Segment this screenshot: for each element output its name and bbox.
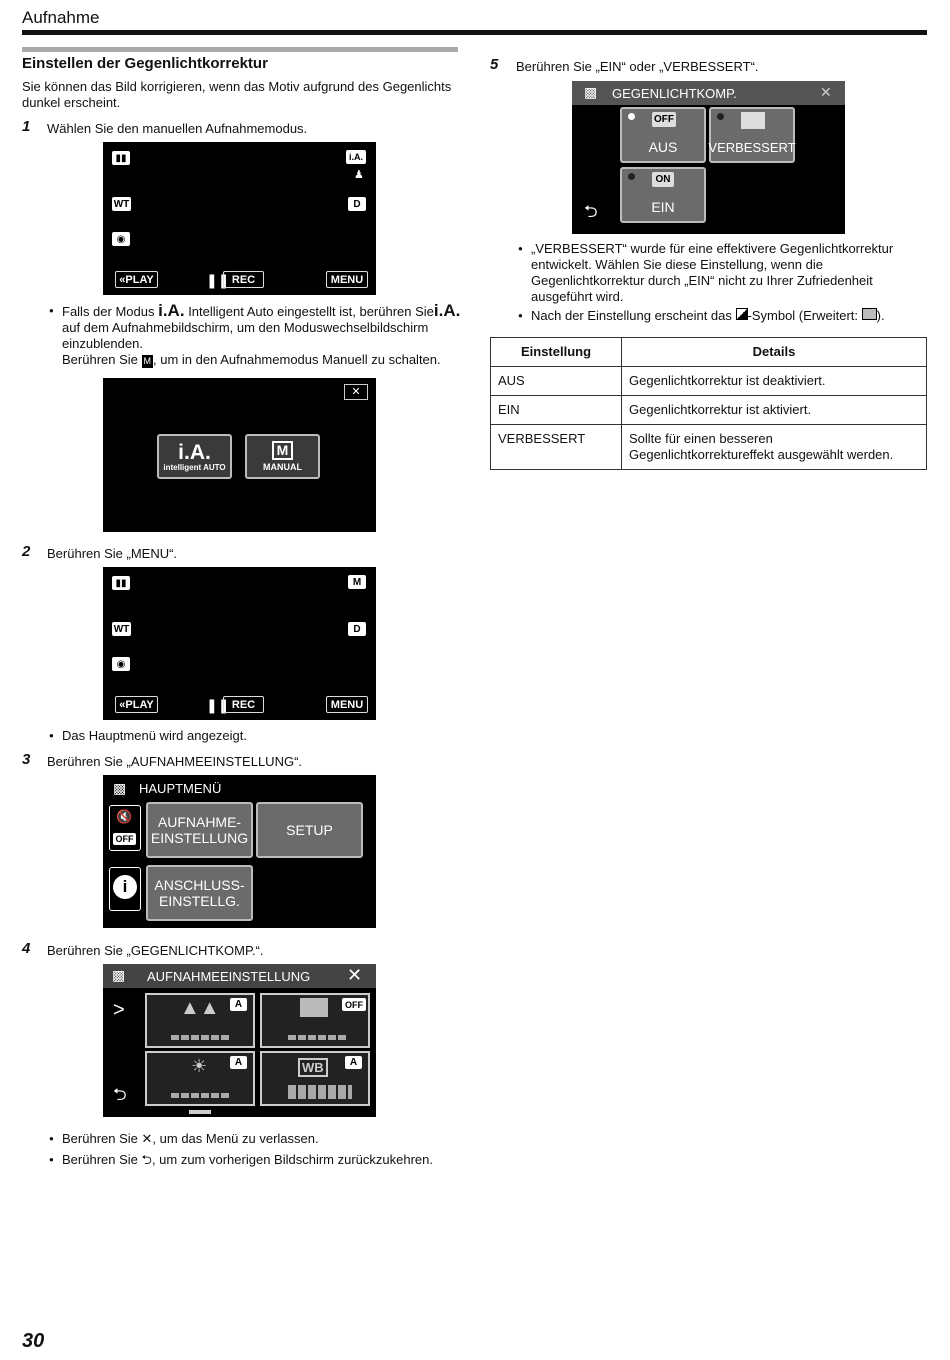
section-intro: Sie können das Bild korrigieren, wenn das Motiv aufgrund des Gegenlichts dunkel erscheint. bbox=[22, 79, 452, 110]
back-icon: ⮌ bbox=[141, 1152, 152, 1167]
video-camera-icon: ▩ bbox=[113, 780, 127, 796]
sun-icon: ☀ bbox=[191, 1056, 208, 1076]
step-number: 1 bbox=[22, 118, 31, 135]
play-button[interactable]: « PLAY bbox=[115, 271, 158, 288]
unselected-dot bbox=[717, 113, 724, 120]
zoom-wt-icon[interactable]: WT bbox=[113, 623, 130, 635]
off-icon: OFF bbox=[654, 114, 674, 125]
step5-bullet-symbol: ● Nach der Einstellung erscheint das -Symbol (Erweitert: ). bbox=[531, 308, 927, 324]
video-mode-icon[interactable]: ▮▮ bbox=[112, 151, 130, 165]
close-icon: ✕ bbox=[141, 1131, 153, 1146]
details-cell: Gegenlichtkorrektur ist aktiviert. bbox=[622, 396, 927, 425]
step5-bullet-verbessert: ● „VERBESSERT“ wurde für eine effektivere Gegenlichtkorrektur entwickelt. Wählen Sie diese Einstellung, wenn die Gegenlichtkorrektur durch „EIN“ nicht zu Ihrer Zufriedenheit ausgeführt wird. bbox=[531, 241, 927, 305]
column-header: Einstellung bbox=[491, 338, 622, 367]
display-d-icon[interactable]: D bbox=[348, 622, 366, 636]
pause-icon: ❚❚ bbox=[206, 272, 230, 288]
video-camera-icon: ▩ bbox=[584, 84, 598, 100]
backlight-title: GEGENLICHTKOMP. bbox=[612, 86, 737, 101]
step4-bullet-close: ● Berühren Sie ✕, um das Menü zu verlassen. bbox=[62, 1131, 319, 1147]
chapter-title: Aufnahme bbox=[22, 8, 100, 27]
back-icon[interactable]: ⮌ bbox=[113, 1085, 127, 1104]
aufnahmeeinstellung-button[interactable]: AUFNAHME- EINSTELLUNG bbox=[146, 802, 253, 858]
details-cell: Sollte für einen besseren Gegenlichtkorrektureffekt ausgewählt werden. bbox=[622, 425, 927, 470]
manual-mode-button[interactable]: M MANUAL bbox=[245, 434, 320, 479]
step-text: Berühren Sie „EIN“ oder „VERBESSERT“. bbox=[516, 59, 759, 74]
white-balance-tile[interactable] bbox=[260, 1051, 370, 1106]
option-ein-button[interactable]: ON EIN bbox=[620, 167, 706, 223]
off-badge: OFF bbox=[113, 833, 136, 845]
step-text: Berühren Sie „MENU“. bbox=[47, 546, 178, 561]
rewind-icon: « bbox=[119, 698, 126, 711]
step-number: 2 bbox=[22, 543, 31, 560]
table-row bbox=[491, 396, 927, 425]
mode-switch-screen bbox=[103, 378, 376, 532]
close-icon[interactable]: ✕ bbox=[820, 84, 832, 100]
step1-bullet: ● Falls der Modus i.A. Intelligent Auto eingestellt ist, berühren Siei.A. auf dem Aufnahmebildschirm, um den Moduswechselbildschirm einzublenden. Berühren Sie M , um in den Aufnahmemodus Manuell zu schalten. bbox=[62, 303, 462, 368]
wb-icon: WB bbox=[298, 1058, 328, 1077]
off-badge: OFF bbox=[342, 998, 366, 1011]
menu-button[interactable]: MENU bbox=[326, 271, 368, 288]
auto-badge: A bbox=[230, 998, 247, 1011]
on-icon: ON bbox=[652, 172, 674, 187]
settings-table bbox=[490, 337, 927, 470]
step-number: 5 bbox=[490, 56, 499, 73]
step-text: Berühren Sie „GEGENLICHTKOMP.“. bbox=[47, 943, 264, 958]
rec-button[interactable]: REC bbox=[223, 271, 264, 288]
ia-mode-symbol: i.A. bbox=[158, 301, 185, 320]
table-header-row bbox=[491, 338, 927, 367]
label-placeholder bbox=[171, 1035, 231, 1040]
step-number: 3 bbox=[22, 751, 31, 768]
backlight-comp-tile[interactable] bbox=[260, 993, 370, 1048]
scene-icon: ▲▲ bbox=[180, 997, 220, 1019]
enhanced-symbol-icon bbox=[862, 308, 877, 320]
camera-icon[interactable]: ◉ bbox=[112, 232, 130, 246]
figure-icon: ♟ bbox=[354, 169, 364, 181]
unselected-dot bbox=[628, 173, 635, 180]
step4-bullet-back: ● Berühren Sie ⮌, um zum vorherigen Bildschirm zurückzukehren. bbox=[62, 1152, 433, 1168]
page-indicator bbox=[189, 1110, 211, 1114]
info-icon: i bbox=[113, 875, 137, 899]
back-icon[interactable]: ⮌ bbox=[584, 202, 598, 221]
close-icon[interactable]: ✕ bbox=[344, 384, 368, 400]
section-rule bbox=[22, 47, 458, 52]
camera-screen-manual bbox=[103, 567, 376, 720]
label-placeholder bbox=[288, 1085, 352, 1099]
option-aus-button[interactable]: OFF AUS bbox=[620, 107, 706, 163]
manual-mode-icon[interactable]: M bbox=[348, 575, 366, 589]
info-button[interactable] bbox=[109, 867, 141, 911]
label-placeholder bbox=[288, 1035, 348, 1040]
auto-badge: A bbox=[230, 1056, 247, 1069]
menu-button[interactable]: MENU bbox=[326, 696, 368, 713]
rewind-icon: « bbox=[119, 273, 126, 286]
recording-settings-screen bbox=[103, 964, 376, 1117]
camera-screen-ia bbox=[103, 142, 376, 295]
setting-cell: AUS bbox=[491, 367, 622, 396]
main-menu-title: HAUPTMENÜ bbox=[139, 781, 222, 796]
display-d-icon[interactable]: D bbox=[348, 197, 366, 211]
main-menu-screen bbox=[103, 775, 376, 928]
scene-select-tile[interactable] bbox=[145, 993, 255, 1048]
rec-button[interactable]: REC bbox=[223, 696, 264, 713]
details-cell: Gegenlichtkorrektur ist deaktiviert. bbox=[622, 367, 927, 396]
manual-m-icon: M bbox=[143, 356, 152, 366]
page-number: 30 bbox=[22, 1330, 45, 1352]
ia-mode-symbol: i.A. bbox=[433, 301, 461, 320]
step-number: 4 bbox=[22, 940, 31, 957]
selected-dot bbox=[628, 113, 635, 120]
camera-icon[interactable]: ◉ bbox=[112, 657, 130, 671]
backlight-icon bbox=[300, 998, 328, 1017]
anschlusseinstellung-button[interactable]: ANSCHLUSS- EINSTELLG. bbox=[146, 865, 253, 921]
setting-cell: VERBESSERT bbox=[491, 425, 622, 470]
pause-icon: ❚❚ bbox=[206, 697, 230, 713]
video-camera-icon: ▩ bbox=[112, 967, 126, 983]
step2-bullet: ● Das Hauptmenü wird angezeigt. bbox=[62, 728, 247, 744]
auto-badge: A bbox=[345, 1056, 362, 1069]
header-rule bbox=[22, 30, 927, 35]
video-mode-icon[interactable]: ▮▮ bbox=[112, 576, 130, 590]
column-header: Details bbox=[622, 338, 927, 367]
setup-button[interactable]: SETUP bbox=[256, 802, 363, 858]
play-button[interactable]: « PLAY bbox=[115, 696, 158, 713]
next-arrow-icon[interactable]: > bbox=[113, 999, 125, 1021]
settings-title: AUFNAHMEEINSTELLUNG bbox=[147, 969, 311, 984]
table-row bbox=[491, 425, 927, 470]
ia-mode-button[interactable]: i.A. intelligent AUTO bbox=[157, 434, 232, 479]
close-icon[interactable]: ✕ bbox=[347, 965, 363, 985]
option-verbessert-button[interactable]: VERBESSERT bbox=[709, 107, 795, 163]
step-text: Berühren Sie „AUFNAHMEEINSTELLUNG“. bbox=[47, 754, 303, 769]
silent-mode-button[interactable] bbox=[109, 805, 141, 851]
backlight-comp-screen bbox=[572, 81, 845, 234]
ia-mode-icon[interactable]: i.A. bbox=[346, 150, 366, 164]
mute-icon: 🔇 bbox=[116, 809, 133, 824]
label-placeholder bbox=[171, 1093, 231, 1098]
brightness-tile[interactable] bbox=[145, 1051, 255, 1106]
zoom-wt-icon[interactable]: WT bbox=[113, 198, 130, 210]
enhanced-icon bbox=[741, 112, 765, 129]
table-row bbox=[491, 367, 927, 396]
setting-cell: EIN bbox=[491, 396, 622, 425]
section-title: Einstellen der Gegenlichtkorrektur bbox=[22, 55, 268, 72]
backlight-symbol-icon bbox=[736, 308, 748, 320]
step-text: Wählen Sie den manuellen Aufnahmemodus. bbox=[47, 121, 308, 136]
